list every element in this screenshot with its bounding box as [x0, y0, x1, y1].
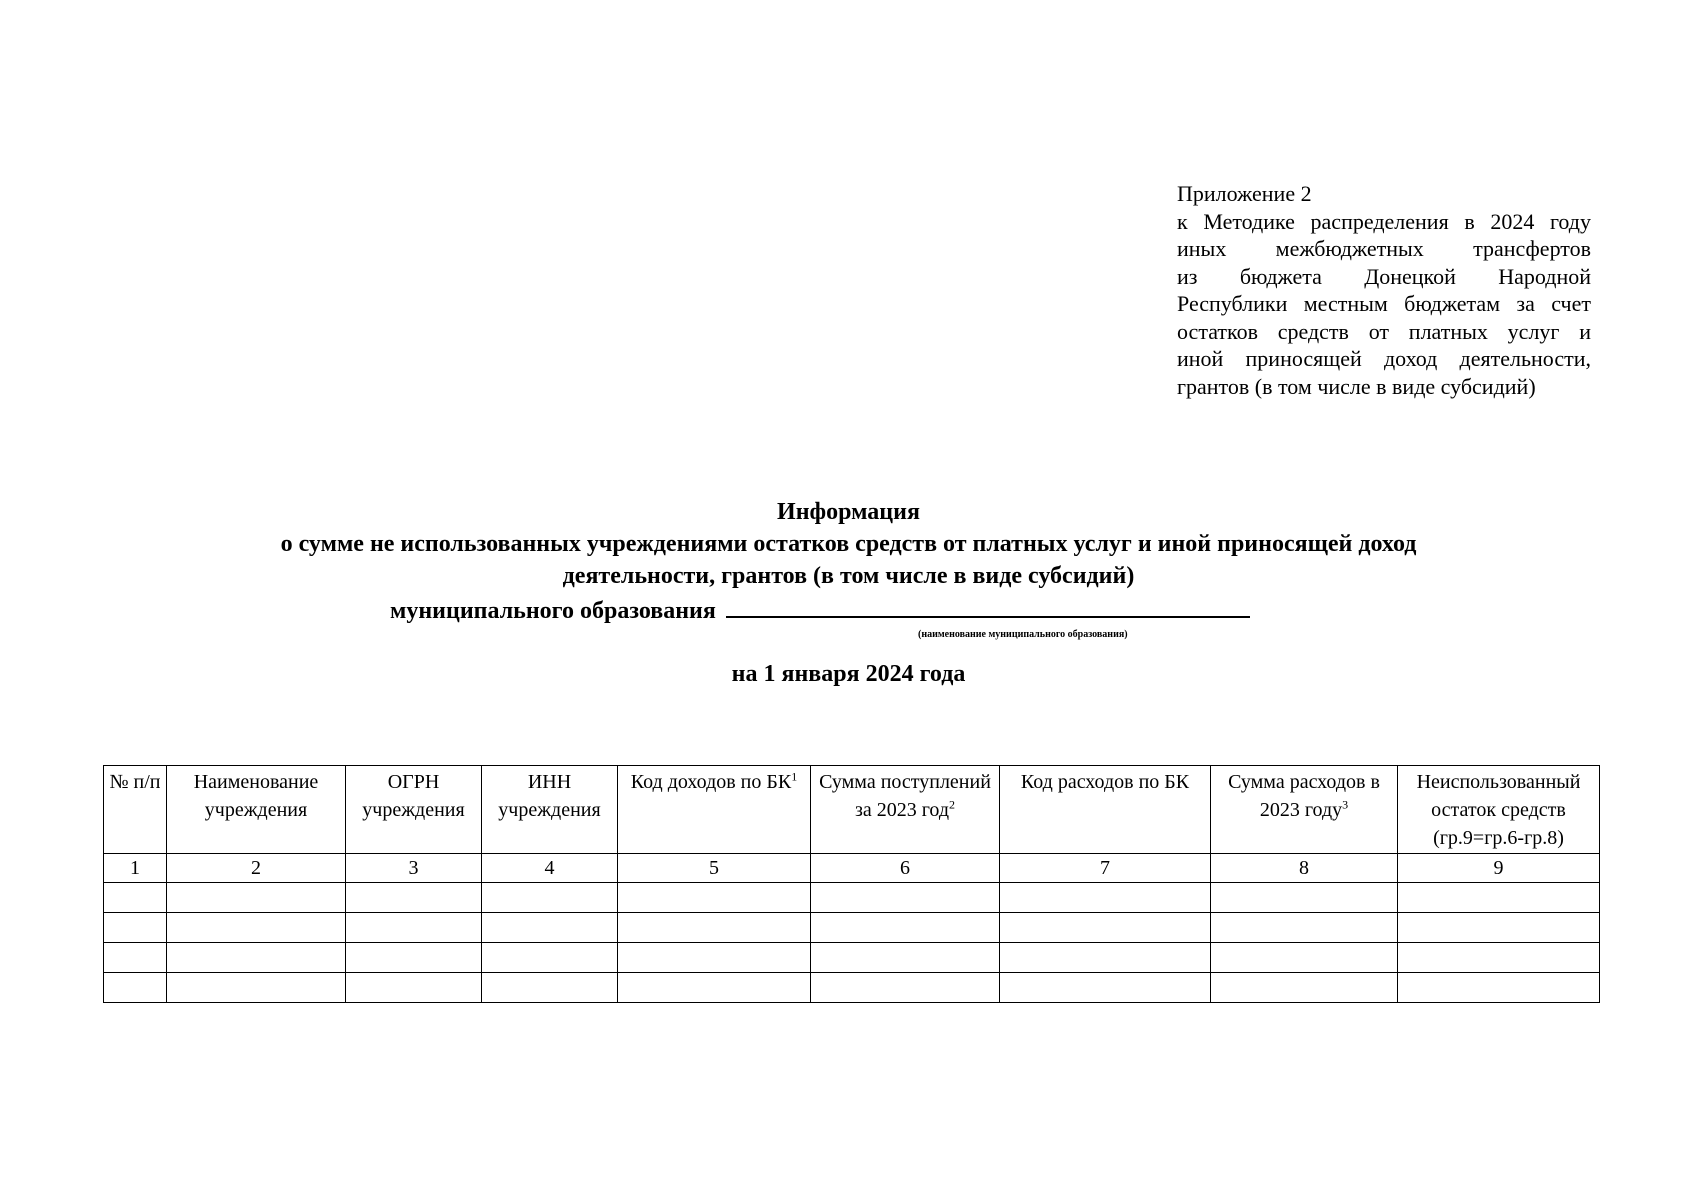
empty-cell[interactable]	[1211, 943, 1398, 973]
municipality-caption: (наименование муниципального образования)	[918, 629, 1128, 640]
empty-cell[interactable]	[104, 943, 167, 973]
table-row	[104, 883, 1600, 913]
empty-cell[interactable]	[1000, 973, 1211, 1003]
empty-cell[interactable]	[167, 973, 346, 1003]
footnote-mark: 2	[949, 797, 956, 812]
appendix-line: остатков средств от платных услуг и	[1177, 318, 1591, 344]
table-row	[104, 943, 1600, 973]
column-header: Сумма поступлений за 2023 год$^2$	[811, 766, 1000, 854]
empty-cell[interactable]	[1000, 883, 1211, 913]
column-number: 7	[1000, 854, 1211, 883]
column-header: Код доходов по $БК^1$	[618, 766, 811, 854]
municipality-line	[390, 592, 1250, 627]
appendix-block	[1177, 180, 1591, 400]
column-header: ИНН учреждения	[482, 766, 618, 854]
column-number: 6	[811, 854, 1000, 883]
column-header: Неиспользованный остаток средств (гр.9=гр.6-гр.8)	[1398, 766, 1600, 854]
empty-cell[interactable]	[1398, 913, 1600, 943]
column-number: 5	[618, 854, 811, 883]
empty-cell[interactable]	[482, 913, 618, 943]
column-header: Наименование учреждения	[167, 766, 346, 854]
empty-cell[interactable]	[1211, 883, 1398, 913]
column-number: 4	[482, 854, 618, 883]
empty-cell[interactable]	[1000, 943, 1211, 973]
empty-cell[interactable]	[1211, 973, 1398, 1003]
empty-cell[interactable]	[346, 883, 482, 913]
footnote-mark: 3	[1342, 797, 1349, 812]
appendix-title: Приложение 2	[1177, 181, 1312, 206]
appendix-line: из бюджета Донецкой Народной	[1177, 263, 1591, 289]
empty-cell[interactable]	[346, 913, 482, 943]
column-number: 1	[104, 854, 167, 883]
column-header: № п/п	[104, 766, 167, 854]
table-header-row	[104, 766, 1600, 854]
empty-cell[interactable]	[104, 913, 167, 943]
empty-cell[interactable]	[104, 883, 167, 913]
empty-cell[interactable]	[482, 943, 618, 973]
empty-cell[interactable]	[618, 883, 811, 913]
column-header: Сумма расходов в 2023 году$^3$	[1211, 766, 1398, 854]
report-date: на 1 января 2024 года	[731, 661, 966, 687]
empty-cell[interactable]	[618, 943, 811, 973]
empty-cell[interactable]	[1398, 883, 1600, 913]
empty-cell[interactable]	[811, 973, 1000, 1003]
column-number: 2	[167, 854, 346, 883]
empty-cell[interactable]	[618, 973, 811, 1003]
empty-cell[interactable]	[811, 883, 1000, 913]
empty-cell[interactable]	[618, 913, 811, 943]
footnote-mark: 1	[791, 769, 798, 784]
column-number: 9	[1398, 854, 1600, 883]
empty-cell[interactable]	[104, 973, 167, 1003]
document-title: Информация	[777, 499, 920, 525]
empty-cell[interactable]	[167, 913, 346, 943]
appendix-line: Республики местным бюджетам за счет	[1177, 291, 1591, 316]
empty-cell[interactable]	[1211, 913, 1398, 943]
empty-cell[interactable]	[811, 913, 1000, 943]
empty-cell[interactable]	[482, 973, 618, 1003]
appendix-line: к Методике распределения в 2024 году	[1177, 208, 1591, 234]
appendix-line: иной приносящей доход деятельности,	[1177, 346, 1591, 371]
empty-cell[interactable]	[811, 943, 1000, 973]
appendix-line: грантов (в том числе в виде субсидий)	[1177, 373, 1536, 399]
column-number: 8	[1211, 854, 1398, 883]
data-table	[103, 765, 1600, 1003]
table-row	[104, 913, 1600, 943]
empty-cell[interactable]	[346, 973, 482, 1003]
empty-cell[interactable]	[346, 943, 482, 973]
column-number: 3	[346, 854, 482, 883]
column-header: ОГРН учреждения	[346, 766, 482, 854]
appendix-line: иных межбюджетных трансфертов	[1177, 236, 1591, 261]
empty-cell[interactable]	[482, 883, 618, 913]
heading-line: деятельности, грантов (в том числе в виде субсидий)	[562, 563, 1135, 589]
table-row	[104, 973, 1600, 1003]
empty-cell[interactable]	[167, 943, 346, 973]
municipality-blank-field[interactable]	[726, 592, 1250, 618]
column-header: Код расходов по БК	[1000, 766, 1211, 854]
empty-cell[interactable]	[1000, 913, 1211, 943]
heading-line: о сумме не использованных учреждениями остатков средств от платных услуг и иной приносящей доход	[280, 531, 1417, 557]
empty-cell[interactable]	[1398, 973, 1600, 1003]
empty-cell[interactable]	[1398, 943, 1600, 973]
empty-cell[interactable]	[167, 883, 346, 913]
municipality-label: муниципального образования	[390, 598, 716, 624]
column-number-row	[104, 854, 1600, 883]
